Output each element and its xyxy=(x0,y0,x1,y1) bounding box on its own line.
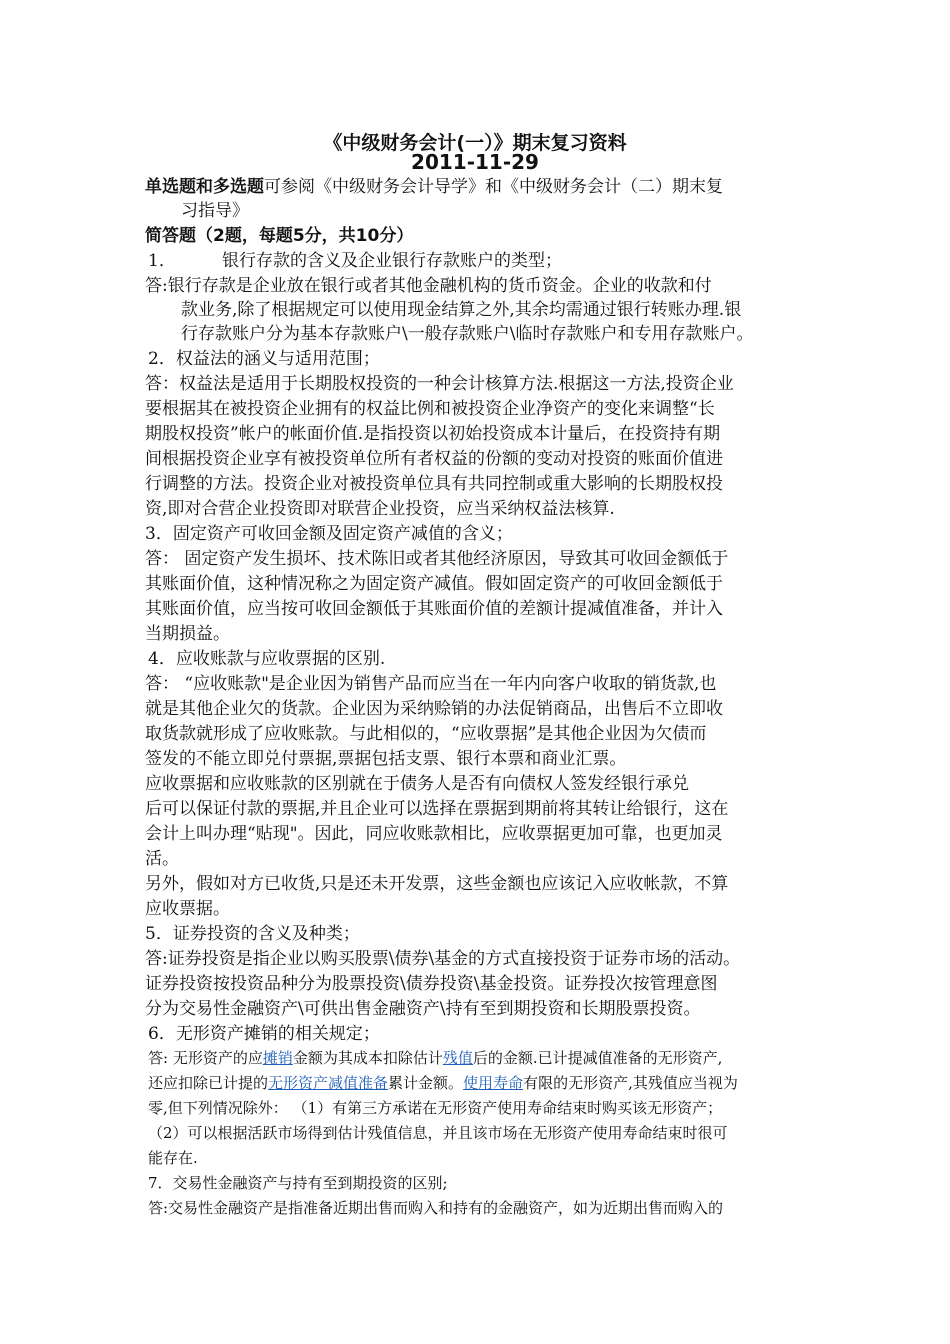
answer-line: 要根据其在被投资企业拥有的权益比例和被投资企业净资产的变化来调整“长 xyxy=(145,399,715,419)
question-6: 6．无形资产摊销的相关规定； xyxy=(148,1024,380,1044)
answer-line: 行存款账户分为基本存款账户\一般存款账户\临时存款账户和专用存款账户。 xyxy=(181,324,754,344)
answer-line: 答：权益法是适用于长期股权投资的一种会计核算方法.根据这一方法,投资企业 xyxy=(145,374,734,394)
answer-line: 款业务,除了根据规定可以使用现金结算之外,其余均需通过银行转账办理.银 xyxy=(181,300,742,320)
question-5: 5．证券投资的含义及种类； xyxy=(145,924,360,944)
answer-line: 资,即对合营企业投资即对联营企业投资，应当采纳权益法核算. xyxy=(145,499,615,519)
answer-line: 零,但下列情况除外： （1）有第三方承诺在无形资产使用寿命结束时购买该无形资产； xyxy=(148,1099,723,1117)
answer-line: 后可以保证付款的票据,并且企业可以选择在票据到期前将其转让给银行，这在 xyxy=(145,799,729,819)
answer-text: 累计金额。 xyxy=(388,1074,464,1092)
question-text: 银行存款的含义及企业银行存款账户的类型； xyxy=(222,251,562,271)
answer-line: 能存在. xyxy=(148,1149,198,1167)
answer-line: 答:银行存款是企业放在银行或者其他金融机构的货币资金。企业的收款和付 xyxy=(145,276,712,296)
answer-line: 应收票据。 xyxy=(145,899,230,919)
document-title: 《中级财务会计(一）》期末复习资料 xyxy=(323,132,627,154)
document-date: 2011-11-29 xyxy=(411,150,539,174)
answer-text: 答: 无形资产的应 xyxy=(148,1049,263,1067)
answer-line: 证券投资按投资品种分为股票投资\债券投资\基金投资。证券投次按管理意图 xyxy=(145,974,718,994)
answer-line xyxy=(148,1072,738,1094)
answer-text: 还应扣除已计提的 xyxy=(148,1074,269,1092)
answer-text: 有限的无形资产,其残值应当视为 xyxy=(523,1074,738,1092)
link-amortization[interactable]: 摊销 xyxy=(262,1049,293,1067)
intro-line xyxy=(145,175,723,199)
answer-line: 分为交易性金融资产\可供出售金融资产\持有至到期投资和长期股票投资。 xyxy=(145,999,701,1019)
intro-line-2: 习指导》 xyxy=(181,201,249,221)
answer-line: 另外，假如对方已收货,只是还未开发票，这些金额也应该记入应收帐款，不算 xyxy=(145,874,729,894)
answer-line: 期股权投资”帐户的帐面价值.是指投资以初始投资成本计量后，在投资持有期 xyxy=(145,424,721,444)
section-heading: 简答题（2题，每题5分，共10分） xyxy=(145,226,414,246)
answer-line: 答： “应收账款"是企业因为销售产品而应当在一年内向客户收取的销货款,也 xyxy=(145,674,717,694)
link-impairment-provision[interactable]: 无形资产减值准备 xyxy=(268,1074,389,1092)
intro-bold: 单选题和多选题 xyxy=(145,177,264,197)
link-useful-life[interactable]: 使用寿命 xyxy=(463,1074,524,1092)
answer-line: 活。 xyxy=(145,849,179,869)
answer-line: 取货款就形成了应收账款。与此相似的，“应收票据”是其他企业因为欠债而 xyxy=(145,724,707,744)
answer-line: 其账面价值，这种情况称之为固定资产减值。假如固定资产的可收回金额低于 xyxy=(145,574,723,594)
question-1 xyxy=(148,249,562,273)
answer-text: 后的金额.已计提减值准备的无形资产, xyxy=(472,1049,723,1067)
answer-line: 其账面价值，应当按可收回金额低于其账面价值的差额计提减值准备，并计入 xyxy=(145,599,723,619)
answer-line: （2）可以根据活跃市场得到估计残值信息，并且该市场在无形资产使用寿命结束时很可 xyxy=(148,1124,728,1142)
question-3: 3．固定资产可收回金额及固定资产减值的含义； xyxy=(145,524,513,544)
answer-line: 答:证券投资是指企业以购买股票\债券\基金的方式直接投资于证券市场的活动。 xyxy=(145,949,741,969)
answer-line: 答： 固定资产发生损坏、技术陈旧或者其他经济原因，导致其可收回金额低于 xyxy=(145,549,729,569)
answer-line: 签发的不能立即兑付票据,票据包括支票、银行本票和商业汇票。 xyxy=(145,749,627,769)
answer-line: 就是其他企业欠的货款。企业因为采纳赊销的办法促销商品，出售后不立即收 xyxy=(145,699,723,719)
answer-line: 应收票据和应收账款的区别就在于债务人是否有向债权人签发经银行承兑 xyxy=(145,774,689,794)
question-4: 4．应收账款与应收票据的区别. xyxy=(148,649,386,669)
answer-line: 行调整的方法。投资企业对被投资单位具有共同控制或重大影响的长期股权投 xyxy=(145,474,723,494)
question-7: 7．交易性金融资产与持有至到期投资的区别; xyxy=(148,1174,448,1192)
answer-line xyxy=(148,1047,722,1069)
question-2: 2．权益法的涵义与适用范围； xyxy=(148,349,380,369)
answer-line: 间根据投资企业享有被投资单位所有者权益的份额的变动对投资的账面价值进 xyxy=(145,449,723,469)
intro-text: 可参阅《中级财务会计导学》和《中级财务会计（二）期末复 xyxy=(264,177,723,197)
answer-line: 会计上叫办理“贴现"。因此，同应收账款相比，应收票据更加可靠，也更加灵 xyxy=(145,824,723,844)
answer-line: 答:交易性金融资产是指准备近期出售而购入和持有的金融资产，如为近期出售而购入的 xyxy=(148,1199,724,1217)
link-residual-value[interactable]: 残值 xyxy=(442,1049,473,1067)
answer-text: 金额为其成本扣除估计 xyxy=(292,1049,443,1067)
question-number: 1． xyxy=(148,251,176,271)
answer-line: 当期损益。 xyxy=(145,624,230,644)
